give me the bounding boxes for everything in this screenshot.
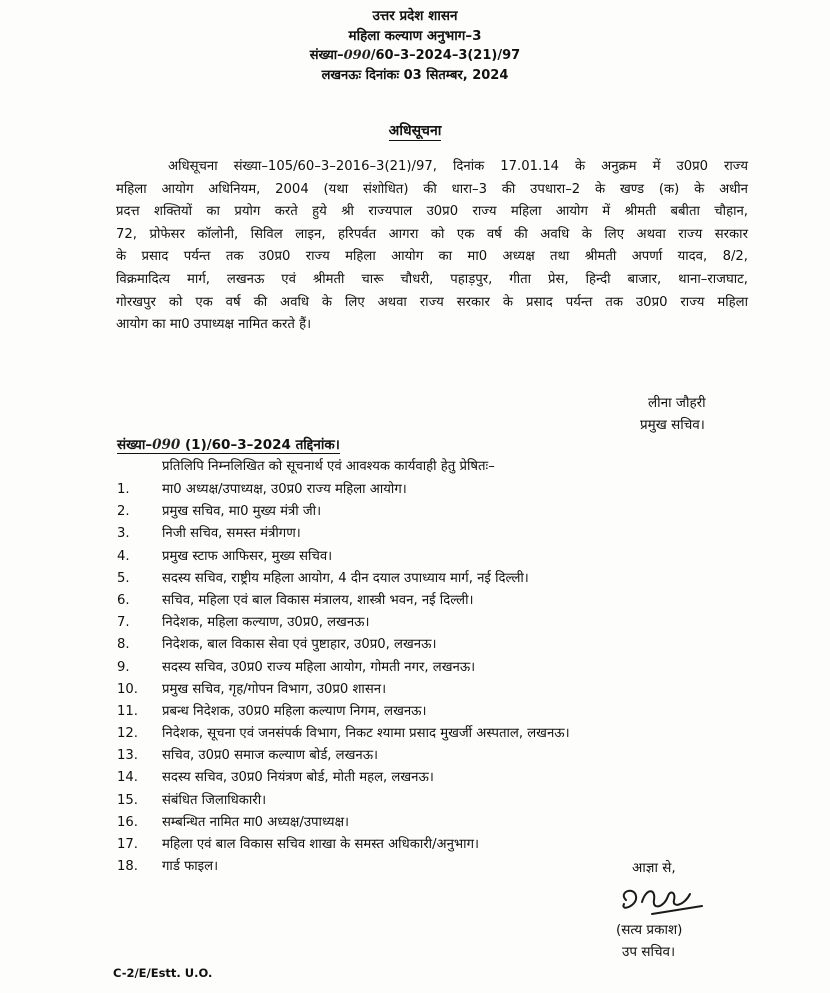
list-item	[117, 701, 737, 723]
list-item-number: 14.	[117, 770, 138, 786]
list-item	[117, 745, 737, 767]
list-item-text: गार्ड फाइल।	[162, 859, 219, 875]
list-item	[117, 812, 737, 834]
section-name: महिला कल्याण अनुभाग–3	[348, 28, 482, 44]
list-item-text: निदेशक, बाल विकास सेवा एवं पुष्टाहार, उ0प्र0, लखनऊ।	[162, 637, 437, 653]
list-item	[117, 634, 737, 656]
list-item-text: निदेशक, सूचना एवं जनसंपर्क विभाग, निकट श्यामा प्रसाद मुखर्जी अस्पताल, लखनऊ।	[162, 726, 570, 742]
list-item	[117, 723, 737, 745]
list-item-number: 5.	[117, 570, 130, 586]
list-item-number: 17.	[117, 837, 138, 852]
handwritten-ref-number: 090	[343, 48, 371, 63]
handwritten-copy-number: 090	[152, 437, 181, 453]
list-item-text: महिला एवं बाल विकास सचिव शाखा के समस्त अधिकारी/अनुभाग।	[162, 837, 480, 852]
list-item-text: प्रबन्ध निदेशक, उ0प्र0 महिला कल्याण निगम, लखनऊ।	[162, 703, 427, 719]
body-line: के प्रसाद पर्यन्त तक उ0प्र0 राज्य महिला आयोग का मा0 अध्यक्ष तथा श्रीमती अपर्णा यादव, 8/2,	[116, 249, 748, 265]
body-line: प्रदत्त शक्तियों का प्रयोग करते हुये श्री राज्यपाल उ0प्र0 राज्य महिला आयोग में श्रीमती बबीता चौहान,	[116, 204, 748, 220]
place-date: लखनऊः दिनांकः 03 सितम्बर, 2024	[321, 68, 509, 83]
list-item-text: सचिव, महिला एवं बाल विकास मंत्रालय, शास्त्री भवन, नई दिल्ली।	[162, 592, 474, 608]
copy-reference: संख्या–090 (1)/60–3–2024 तद्दिनांक।	[117, 437, 340, 453]
list-item-number: 16.	[117, 814, 138, 830]
list-item-number: 1.	[117, 482, 130, 497]
list-item-text: सदस्य सचिव, उ0प्र0 राज्य महिला आयोग, गोमती नगर, लखनऊ।	[162, 659, 476, 675]
body-line: विक्रमादित्य मार्ग, लखनऊ एवं श्रीमती चारू चौधरी, पहाड़पुर, गीता प्रेस, हिन्दी बाजार, थाना–राजघाट,	[116, 271, 748, 287]
list-item-number: 13.	[117, 748, 138, 764]
signatory-principal-secretary	[640, 392, 760, 436]
copy-intro: प्रतिलिपि निम्नलिखित को सूचनार्थ एवं आवश्यक कार्यवाही हेतु प्रेषितः–	[162, 459, 495, 474]
list-item	[117, 590, 737, 612]
list-item-text: सचिव, उ0प्र0 समाज कल्याण बोर्ड, लखनऊ।	[162, 748, 379, 764]
list-item-text: मा0 अध्यक्ष/उपाध्यक्ष, उ0प्र0 राज्य महिला आयोग।	[162, 482, 407, 497]
list-item	[117, 479, 737, 501]
list-item	[117, 546, 737, 568]
list-item-number: 12.	[117, 726, 138, 742]
list-item	[117, 523, 737, 545]
signatory-name: (सत्य प्रकाश)	[616, 922, 683, 938]
list-item-text: संबंधित जिलाधिकारी।	[162, 792, 267, 808]
list-item-number: 15.	[117, 792, 138, 808]
list-item	[117, 568, 737, 590]
list-item-text: सदस्य सचिव, उ0प्र0 नियंत्रण बोर्ड, मोती महल, लखनऊ।	[162, 770, 434, 786]
list-item	[117, 790, 737, 812]
list-item	[117, 501, 737, 523]
letter-header	[0, 6, 830, 86]
government-name: उत्तर प्रदेश शासन	[372, 8, 458, 24]
body-line: गोरखपुर को एक वर्ष की अवधि के लिए अथवा राज्य सरकार के प्रसाद पर्यन्त तक उ0प्र0 राज्य महिला	[116, 294, 748, 310]
document-title: अधिसूचना	[388, 123, 442, 139]
body-line: आयोग का मा0 उपाध्यक्ष नामित करते हैं।	[116, 317, 312, 333]
by-order-text: आज्ञा से,	[632, 860, 676, 876]
list-item-number: 4.	[117, 548, 130, 564]
list-item-number: 3.	[117, 526, 130, 542]
notification-body	[116, 156, 748, 337]
footer-code: C-2/E/Estt. U.O.	[113, 966, 213, 980]
list-item-number: 2.	[117, 504, 130, 520]
list-item-number: 7.	[117, 615, 130, 631]
list-item	[117, 767, 737, 789]
list-item-text: निजी सचिव, समस्त मंत्रीगण।	[162, 526, 301, 542]
list-item	[117, 612, 737, 634]
list-item-text: सदस्य सचिव, राष्ट्रीय महिला आयोग, 4 दीन दयाल उपाध्याय मार्ग, नई दिल्ली।	[162, 570, 529, 586]
list-item-text: प्रमुख सचिव, गृह/गोपन विभाग, उ0प्र0 शासन।	[162, 681, 387, 697]
list-item	[117, 657, 737, 679]
reference-number: संख्या–090/60–3–2024–3(21)/97	[309, 48, 521, 63]
list-item-number: 6.	[117, 592, 130, 608]
recipient-list	[117, 479, 737, 878]
list-item-number: 9.	[117, 659, 130, 675]
list-item	[117, 679, 737, 701]
body-line: 72, प्रोफेसर कॉलोनी, सिविल लाइन, हरिपर्वत आगरा को एक वर्ष की अवधि के लिए अथवा राज्य सरकार	[116, 226, 748, 242]
signatory-designation: उप सचिव।	[622, 944, 676, 960]
signatory-designation: प्रमुख सचिव।	[640, 417, 705, 433]
list-item-text: सम्बन्धित नामित मा0 अध्यक्ष/उपाध्यक्ष।	[162, 814, 350, 830]
list-item-number: 11.	[117, 703, 138, 719]
body-line: अधिसूचना संख्या–105/60–3–2016–3(21)/97, दिनांक 17.01.14 के अनुक्रम में उ0प्र0 राज्य	[168, 159, 748, 174]
list-item	[117, 834, 737, 856]
list-item-number: 18.	[117, 859, 138, 875]
list-item-number: 8.	[117, 637, 130, 653]
list-item-number: 10.	[117, 681, 138, 697]
list-item-text: प्रमुख सचिव, मा0 मुख्य मंत्री जी।	[162, 504, 322, 520]
list-item-text: प्रमुख स्टाफ आफिसर, मुख्य सचिव।	[162, 548, 333, 564]
body-line: महिला आयोग अधिनियम, 2004 (यथा संशोधित) की धारा–3 की उपधारा–2 के खण्ड (क) के अधीन	[116, 181, 748, 197]
signatory-name: लीना जौहरी	[648, 395, 706, 411]
signature-mark	[612, 878, 712, 920]
list-item-text: निदेशक, महिला कल्याण, उ0प्र0, लखनऊ।	[162, 615, 370, 631]
